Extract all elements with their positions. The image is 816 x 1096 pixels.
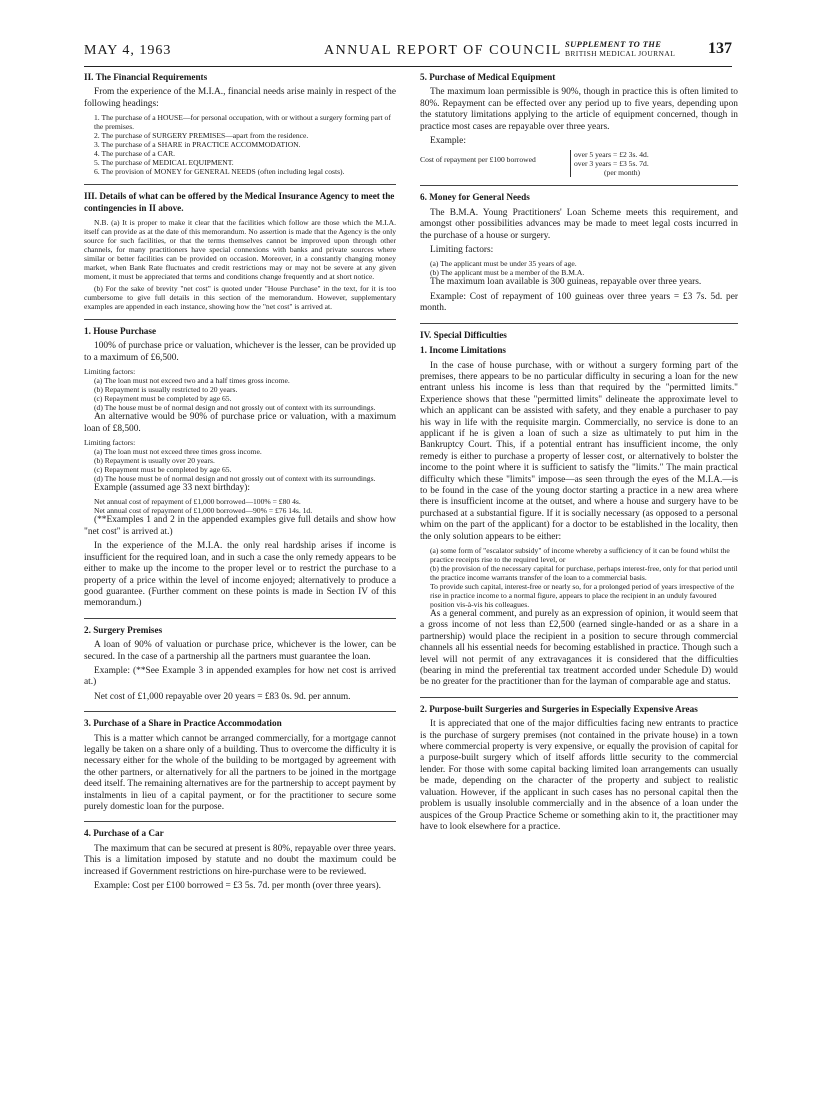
- equipment-title: 5. Purchase of Medical Equipment: [420, 72, 556, 82]
- alternative-para: An alternative would be 90% of purchase price or valuation, with a maximum loan of £8,500.: [84, 412, 396, 434]
- list-item: (d) The house must be of normal design and not grossly out of context with its surroundings.: [94, 474, 376, 484]
- example-heading: Example (assumed age 33 next birthday):: [94, 483, 250, 494]
- income-para-1: In the case of house purchase, with or without a surgery forming part of the premises, there appears to be no particular difficulty in securing a loan for the new entrant unless his income is less than that required by the "permitted limits." Experience shows that these "permitted limits" delineate the approximate level to which an applicant can be assisted with safety, and they enable a purchaser to pay his way in life with the requisite margin. Commercially, no service is done to an applicant if he is given a loan of such a size as ultimately to put him in the Bankruptcy Court. This, if a potential entrant has insufficient income, the only remedy is either to purchase a property of lesser cost, or alternatively to bolster the income to the point where it is sufficient to satisfy the "limits." The main practical difficulty which these "limits" impose—as seen through the eyes of the M.I.A.—is to be found in the case of the young doctor starting a practice in a new area where there is insufficient income at the outset, and where a house and surgery have to be purchased at a substantial figure. If it is socially necessary (as opposed to a personal whim on the part of the applicant) for a doctor to be established in the locality, then the only solution appears to be either:: [420, 360, 738, 542]
- limiting-factors-label: Limiting factors:: [430, 245, 494, 256]
- divider: [84, 821, 396, 822]
- solutions-list: [420, 546, 738, 609]
- list-item: (c) Repayment must be completed by age 65.: [94, 465, 232, 475]
- limiting-factors-label: Limiting factors:: [84, 367, 136, 377]
- income-para-2: As a general comment, and purely as an expression of opinion, it would seem that a gross income of not less than £2,500 (earned single-handed or as a share in a partnership) would place the recipient in a position to secure through commercial channels all his essential needs for becoming established in practice. Though such a level will not permit of any extravagances it is considered that the difficulties (bearing in mind the preferential tax treatment accorded under Schedule D) would be no greater for the practitioner than for the layman of comparable age and status.: [420, 609, 738, 688]
- cost-values: [570, 150, 649, 177]
- surgery-premises-para: A loan of 90% of valuation or purchase price, whichever is the lower, can be secured. In the case of a partnership all the partners must guarantee the loan.: [84, 640, 396, 662]
- list-item: 6. The provision of MONEY for GENERAL NEEDS (often including legal costs).: [94, 167, 345, 177]
- equipment-para: The maximum loan permissible is 90%, though in practice this is often limited to 80%. Repayment can be effected over any period up to five years, depending upon the statutory limitations applying to the article of equipment concerned, though in practice most cases are repayable over three years.: [420, 87, 738, 132]
- equipment-cost-block: [420, 150, 738, 177]
- list-item: (d) The house must be of normal design and not grossly out of context with its surroundings.: [94, 403, 376, 413]
- nb-note-b: (b) For the sake of brevity "net cost" is quoted under "House Purchase" in the text, for it is too cumbersome to give full details in this section of the memorandum. However, supplementary examples are appended in each instance, showing how the "net cost" is arrived at.: [84, 284, 396, 312]
- purpose-built-para: It is appreciated that one of the major difficulties facing new entrants to practice is the purchase of surgery premises (not contained in the private house) in a town where commercial property is very expensive, or equally the provision of capital for a purpose-built surgery which of itself affords little security to the commercial lender. For those with some capital backing limited loan arrangements can usually be made, depending on the character of the property and subject to realistic valuation. However, if the applicant in such cases has no personal capital then the problem is usually insoluble commercially and in the absence of a loan under the auspices of the Group Practice Scheme or something akin to it, the practitioner may have to look elsewhere for a practice.: [420, 719, 738, 832]
- example-line: Net annual cost of repayment of £1,000 borrowed—90% = £76 14s. 1d.: [94, 506, 313, 516]
- list-item: (b) The applicant must be a member of the B.M.A.: [430, 268, 585, 278]
- house-purchase-para: 100% of purchase price or valuation, whichever is the lesser, can be provided up to a maximum of £6,500.: [84, 341, 396, 363]
- right-column: [420, 72, 738, 836]
- page-header: [84, 40, 732, 67]
- cost-label: Cost of repayment per £100 borrowed: [420, 155, 536, 165]
- list-item: 3. The purchase of a SHARE in PRACTICE ACCOMMODATION.: [94, 140, 301, 150]
- issue-date: MAY 4, 1963: [84, 43, 172, 58]
- list-item: 2. The purchase of SURGERY PREMISES—apart from the residence.: [94, 131, 309, 141]
- nb-note-a: N.B. (a) It is proper to make it clear that the facilities which follow are those which the M.I.A. itself can provide as at the date of this memorandum. No assertion is made that the Agency is the only source for such facilities, or that the terms themselves cannot be improved upon through other channels, for many practitioners have special connexions with banks and private sources where similar or better facilities can be provided on occasion. Moreover, in a constantly changing money market, when Bank Rate fluctuates and credit restrictions may or may not be severe at any given moment, it must be appreciated that terms and conditions change frequently and at short notice.: [84, 218, 396, 282]
- list-item: 4. The purchase of a CAR.: [94, 149, 176, 159]
- limiting-factors-list: [84, 447, 396, 483]
- list-item: (c) Repayment must be completed by age 65.: [94, 394, 232, 404]
- section-2-intro: From the experience of the M.I.A., financial needs arise mainly in respect of the following headings:: [84, 87, 396, 109]
- supplement-line-2: BRITISH MEDICAL JOURNAL: [565, 49, 676, 58]
- section-2-title: II. The Financial Requirements: [84, 72, 208, 82]
- list-item: (b) Repayment is usually over 20 years.: [94, 456, 215, 466]
- surgery-example: Example: (**See Example 3 in appended examples for how net cost is arrived at.): [84, 665, 396, 688]
- list-item: (a) The loan must not exceed two and a half times gross income.: [94, 376, 290, 386]
- divider: [84, 319, 396, 320]
- income-limitations-title: 1. Income Limitations: [420, 345, 507, 356]
- example-note: (**Examples 1 and 2 in the appended examples give full details and show how "net cost" is arrived at.): [84, 515, 396, 537]
- car-para: The maximum that can be secured at present is 80%, repayable over three years. This is a limitation imposed by statute and no doubt the maximum could be increased if Government restrictions on hire-purchase were to be reviewed.: [84, 843, 396, 877]
- limiting-factors-list: [420, 259, 738, 277]
- purpose-built-title: 2. Purpose-built Surgeries and Surgeries in Especially Expensive Areas: [420, 703, 698, 714]
- general-needs-para: The B.M.A. Young Practitioners' Loan Scheme meets this requirement, and amongst other possibilities advances may be made to meet legal costs incurred in the purchase of a house or surgery.: [420, 207, 738, 241]
- divider: [84, 711, 396, 712]
- share-title: 3. Purchase of a Share in Practice Accommodation: [84, 718, 282, 729]
- divider: [84, 184, 396, 185]
- car-example: Example: Cost per £100 borrowed = £3 5s. 7d. per month (over three years).: [94, 881, 381, 892]
- share-para: This is a matter which cannot be arranged commercially, for a mortgage cannot legally be taken on a share only of a building. Thus to overcome the difficulty it is necessary either for the whole of the building to be mortgaged by agreement with the other partners, or alternatively for all the partners to be joined in the mortgage deed itself. The remaining alternatives are for the partnership to accept payment by instalments in lieu of a capital payment, or for the practitioner to secure some purely domestic loan for the purpose.: [84, 733, 396, 812]
- house-purchase-title: 1. House Purchase: [84, 326, 157, 337]
- section-4-title: IV. Special Difficulties: [420, 329, 507, 340]
- requirements-list: [84, 113, 396, 176]
- cost-period: (per month): [604, 168, 641, 178]
- general-needs-example: Example: Cost of repayment of 100 guineas over three years = £3 7s. 5d. per month.: [420, 291, 738, 314]
- list-item: (a) The applicant must be under 35 years of age.: [430, 259, 577, 269]
- example-lines: [84, 497, 396, 515]
- limiting-factors-list: [84, 376, 396, 412]
- divider: [420, 697, 738, 698]
- running-title: ANNUAL REPORT OF COUNCIL: [324, 43, 562, 58]
- example-line: Net annual cost of repayment of £1,000 borrowed—100% = £80 4s.: [94, 497, 301, 507]
- cost-5-years: over 5 years = £2 3s. 4d.: [574, 150, 649, 160]
- list-item: (a) some form of "escalator subsidy" of income whereby a sufficiency of it can be found whilst the practice receipts rise to the required level, or: [430, 546, 730, 564]
- list-item: 1. The purchase of a HOUSE—for personal occupation, with or without a surgery forming part of the premises.: [94, 113, 391, 132]
- list-item: To provide such capital, interest-free or nearly so, for a prolonged period of years irrespective of the rise in practice income to a normal figure, appears to place the recipient in an unduly favoured position vis-à-vis his colleagues.: [430, 582, 734, 609]
- divider: [420, 323, 738, 324]
- list-item: 5. The purchase of MEDICAL EQUIPMENT.: [94, 158, 234, 168]
- list-item: (b) Repayment is usually restricted to 20 years.: [94, 385, 238, 395]
- supplement-line-1: SUPPLEMENT TO THE: [565, 39, 662, 49]
- left-column: [84, 72, 396, 895]
- page-number: 137: [708, 40, 732, 57]
- car-title: 4. Purchase of a Car: [84, 828, 164, 839]
- hardship-para: In the experience of the M.I.A. the only real hardship arises if income is insufficient for the required loan, and in such a case the only remedy appears to be either to make up the income to the proper level or to restrict the purchase to a property of a price within the level of income enjoyed; alternatively to produce a good guarantee. (Further comment on these points is made in Section IV of this memorandum.): [84, 541, 396, 609]
- divider: [84, 618, 396, 619]
- surgery-premises-title: 2. Surgery Premises: [84, 624, 163, 635]
- list-item: (b) the provision of the necessary capital for purchase, perhaps interest-free, only for that period until the practice income warrants transfer of the loan to a commercial basis.: [430, 564, 738, 582]
- divider: [420, 185, 738, 186]
- section-3-title: III. Details of what can be offered by the Medical Insurance Agency to meet the contingencies in II above.: [84, 191, 395, 213]
- general-needs-title: 6. Money for General Needs: [420, 192, 530, 203]
- supplement-label: [565, 40, 675, 58]
- cost-3-years: over 3 years = £3 5s. 7d.: [574, 159, 649, 169]
- limiting-factors-label: Limiting factors:: [84, 438, 136, 448]
- max-loan-para: The maximum loan available is 300 guineas, repayable over three years.: [430, 277, 702, 288]
- list-item: (a) The loan must not exceed three times gross income.: [94, 447, 262, 457]
- surgery-net-cost: Net cost of £1,000 repayable over 20 years = £83 0s. 9d. per annum.: [94, 691, 351, 702]
- equipment-example: Example:: [430, 136, 466, 147]
